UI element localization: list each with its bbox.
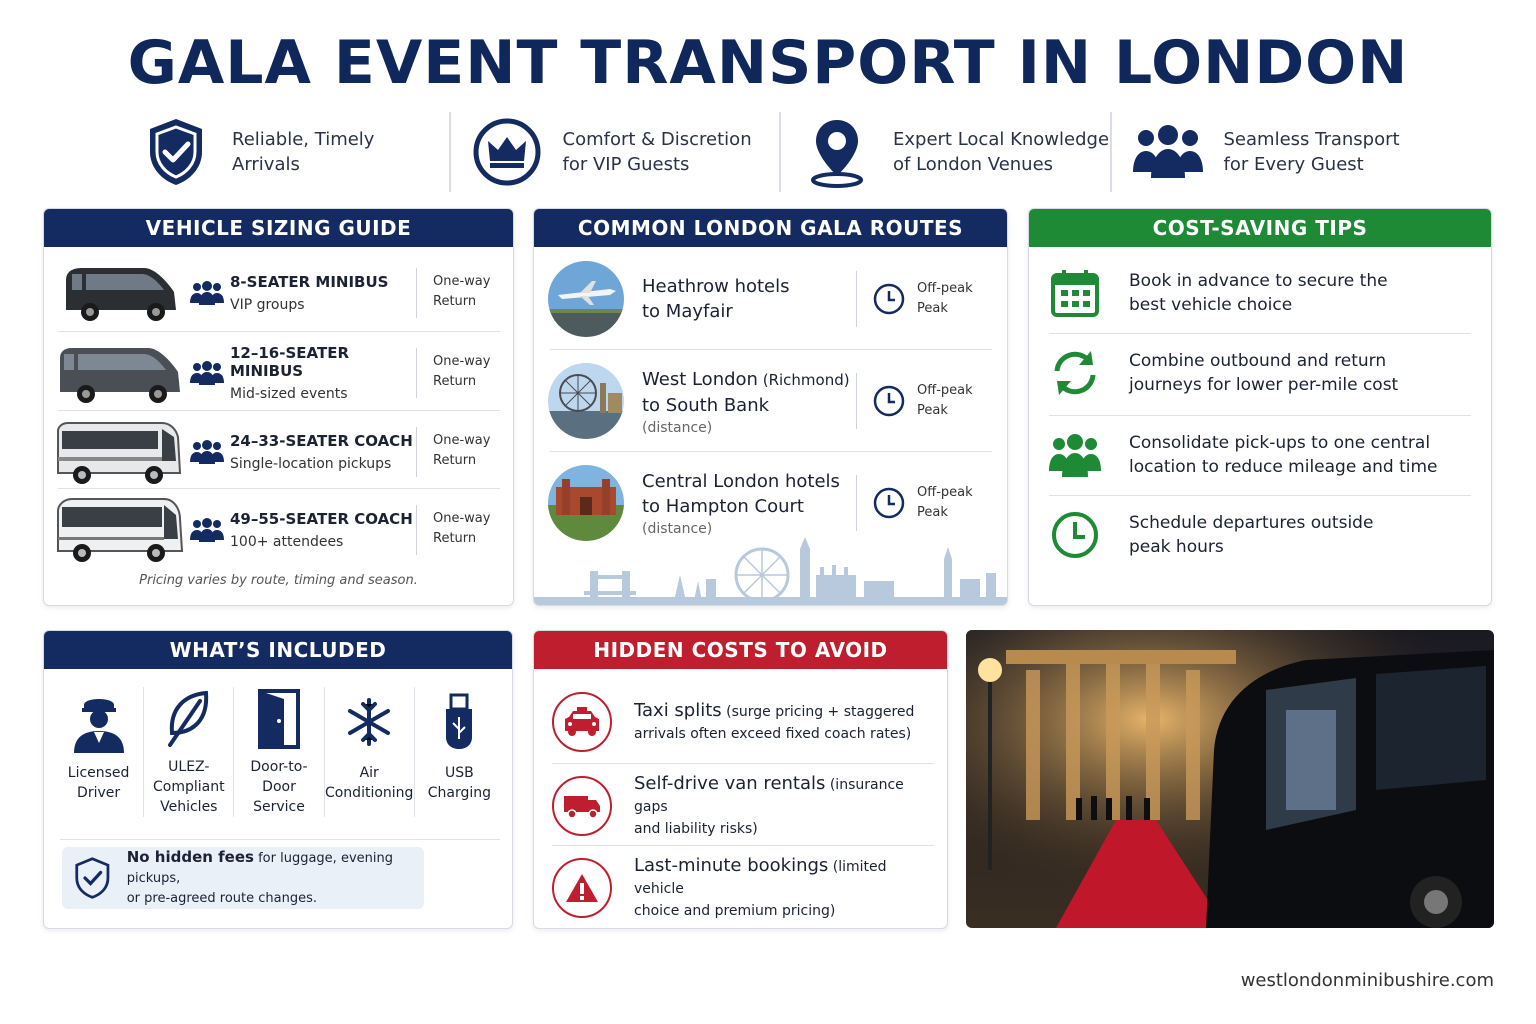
off-peak-label: Off-peak — [917, 485, 973, 500]
tips-heading: COST-SAVING TIPS — [1029, 209, 1491, 247]
no-hidden-fees-note — [62, 847, 424, 909]
vehicle-use: 100+ attendees — [230, 534, 344, 550]
vehicle-sizing-heading: VEHICLE SIZING GUIDE — [44, 209, 513, 247]
tip-row — [1047, 425, 1471, 485]
vehicle-row — [56, 334, 502, 412]
feature-seamless — [1110, 112, 1441, 192]
divider — [552, 845, 934, 846]
tip-text: Schedule departures outside peak hours — [1129, 513, 1374, 557]
vehicle-name: 24–33-SEATER COACH — [230, 432, 413, 450]
van-icon — [552, 776, 612, 836]
group-icon — [184, 361, 230, 385]
price-return: Return — [433, 374, 477, 389]
vehicle-name: 49–55-SEATER COACH — [230, 510, 413, 528]
hidden-cost-detail: (surge pricing + staggered — [721, 703, 915, 720]
group-icon — [184, 518, 230, 542]
warning-icon — [552, 858, 612, 918]
vehicle-sizing-panel — [43, 208, 514, 606]
divider — [58, 331, 500, 332]
price-one-way: One-way — [433, 433, 491, 448]
london-eye-photo — [548, 363, 624, 439]
hidden-cost-title: Self-drive van rentals — [634, 772, 826, 794]
group-icon — [184, 440, 230, 464]
price-return: Return — [433, 294, 477, 309]
route-origin: Central London hotels — [642, 471, 840, 492]
calendar-icon — [1047, 265, 1103, 321]
route-from — [642, 274, 856, 299]
divider — [60, 839, 500, 840]
route-origin: Heathrow hotels — [642, 276, 790, 297]
vehicle-row — [56, 413, 502, 491]
off-peak-label: Off-peak — [917, 281, 973, 296]
clock-icon — [1047, 507, 1103, 563]
hidden-costs-panel — [533, 630, 948, 929]
routes-heading: COMMON LONDON GALA ROUTES — [534, 209, 1007, 247]
driver-icon — [72, 687, 126, 757]
tip-row — [1047, 505, 1471, 565]
included-item — [233, 687, 323, 817]
clock-icon — [873, 487, 905, 519]
vehicle-row — [56, 254, 502, 332]
minibus-image — [56, 338, 184, 408]
group-icon — [1047, 427, 1103, 483]
vehicle-price-options — [416, 268, 490, 318]
divider — [1049, 495, 1471, 496]
snowflake-icon — [344, 687, 394, 757]
included-list — [54, 687, 504, 817]
vehicle-use: Single-location pickups — [230, 456, 392, 472]
included-heading: WHAT’S INCLUDED — [44, 631, 512, 669]
hidden-costs-heading: HIDDEN COSTS TO AVOID — [534, 631, 947, 669]
no-hidden-fees-text: for luggage, evening pickups, — [126, 851, 393, 886]
group-icon — [184, 281, 230, 305]
vehicle-name: 8-SEATER MINIBUS — [230, 273, 389, 291]
peak-label: Peak — [917, 505, 948, 520]
hidden-cost-row — [552, 687, 932, 757]
footer-url[interactable]: westlondonminibushire.com — [1240, 970, 1494, 991]
route-from — [642, 469, 856, 494]
included-label: ULEZ- Compliant Vehicles — [153, 759, 225, 815]
map-pin-icon — [797, 114, 877, 190]
vehicle-name: 12–16-SEATER MINIBUS — [230, 344, 349, 380]
route-row — [548, 355, 992, 447]
minibus-image — [56, 258, 184, 328]
shield-check-icon — [74, 855, 111, 901]
tip-text: Consolidate pick-ups to one central location to reduce mileage and time — [1129, 433, 1438, 477]
divider — [1049, 415, 1471, 416]
feature-reliable — [120, 112, 449, 192]
tip-text: Book in advance to secure the best vehicle choice — [1129, 271, 1388, 315]
no-hidden-fees-bold: No hidden fees — [126, 848, 254, 866]
price-one-way: One-way — [433, 274, 491, 289]
route-times — [856, 475, 973, 531]
peak-label: Peak — [917, 403, 948, 418]
taxi-icon — [552, 692, 612, 752]
page-title: GALA EVENT TRANSPORT IN LONDON — [127, 28, 1409, 98]
off-peak-label: Off-peak — [917, 383, 973, 398]
divider — [58, 410, 500, 411]
feature-knowledge — [779, 112, 1110, 192]
hidden-cost-row — [552, 771, 932, 841]
feature-text: Comfort & Discretion for VIP Guests — [562, 129, 752, 175]
tip-row — [1047, 343, 1471, 403]
included-label: Door-to-Door Service — [250, 759, 308, 815]
hidden-cost-title: Taxi splits — [634, 699, 722, 721]
hidden-cost-detail: (limited vehicle — [634, 858, 887, 897]
included-item — [324, 687, 414, 817]
feature-text: Reliable, Timely Arrivals — [232, 129, 375, 175]
price-one-way: One-way — [433, 511, 491, 526]
tip-row — [1047, 263, 1471, 323]
included-label: Air Conditioning — [324, 765, 414, 801]
vehicle-use: VIP groups — [230, 297, 305, 313]
pricing-note: Pricing varies by route, timing and season. — [139, 573, 418, 588]
no-hidden-fees-text-2: or pre-agreed route changes. — [126, 891, 318, 906]
included-item — [414, 687, 504, 817]
vehicle-price-options — [416, 348, 490, 398]
price-return: Return — [433, 531, 477, 546]
tips-panel — [1028, 208, 1492, 606]
divider — [1049, 333, 1471, 334]
vehicle-row — [56, 491, 502, 569]
leaf-icon — [164, 687, 214, 751]
vehicle-use: Mid-sized events — [230, 386, 348, 402]
clock-icon — [873, 385, 905, 417]
usb-icon — [442, 687, 476, 757]
vehicle-price-options — [416, 427, 490, 477]
divider — [550, 349, 992, 350]
coach-image — [56, 417, 184, 487]
feature-text: Seamless Transport for Every Guest — [1223, 129, 1400, 175]
route-origin-detail: (Richmond) — [757, 370, 850, 389]
plane-photo — [548, 261, 624, 337]
route-origin: West London — [642, 368, 758, 390]
crown-icon — [467, 114, 547, 190]
routes-panel — [533, 208, 1008, 606]
london-skyline — [534, 535, 1008, 606]
refresh-icon — [1047, 345, 1103, 401]
clock-icon — [873, 283, 905, 315]
divider — [58, 488, 500, 489]
included-panel — [43, 630, 513, 929]
feature-comfort — [449, 112, 780, 192]
peak-label: Peak — [917, 301, 948, 316]
feature-text: Expert Local Knowledge of London Venues — [893, 129, 1110, 175]
route-times — [856, 373, 973, 429]
included-label: USB Charging — [427, 765, 492, 801]
hidden-cost-detail-2: choice and premium pricing) — [634, 902, 836, 919]
route-destination: to Hampton Court — [642, 496, 804, 517]
route-destination: to South Bank — [642, 394, 770, 416]
included-label: Licensed Driver — [67, 765, 130, 801]
route-times — [856, 271, 973, 327]
route-row — [548, 253, 992, 345]
group-icon — [1128, 114, 1208, 190]
door-icon — [256, 687, 302, 751]
shield-check-icon — [136, 114, 216, 190]
included-item — [54, 687, 143, 817]
hidden-cost-row — [552, 853, 932, 923]
hidden-cost-detail-2: arrivals often exceed fixed coach rates) — [634, 725, 912, 742]
included-item — [143, 687, 233, 817]
route-from — [642, 367, 856, 393]
vehicle-price-options — [416, 505, 490, 555]
divider — [550, 451, 992, 452]
tip-text: Combine outbound and return journeys for lower per-mile cost — [1129, 351, 1399, 395]
route-distance: (distance) — [642, 419, 713, 436]
hidden-cost-title: Last-minute bookings — [634, 854, 829, 876]
coach-image — [56, 495, 184, 565]
price-one-way: One-way — [433, 354, 491, 369]
route-destination: to Mayfair — [642, 301, 733, 322]
hidden-cost-detail: (insurance gaps — [634, 776, 904, 815]
route-distance: (distance) — [642, 521, 713, 537]
price-return: Return — [433, 453, 477, 468]
hidden-cost-detail-2: and liability risks) — [634, 820, 758, 837]
hampton-court-photo — [548, 465, 624, 541]
feature-strip — [120, 112, 1440, 192]
gala-minibus-photo — [966, 630, 1494, 928]
divider — [552, 763, 934, 764]
